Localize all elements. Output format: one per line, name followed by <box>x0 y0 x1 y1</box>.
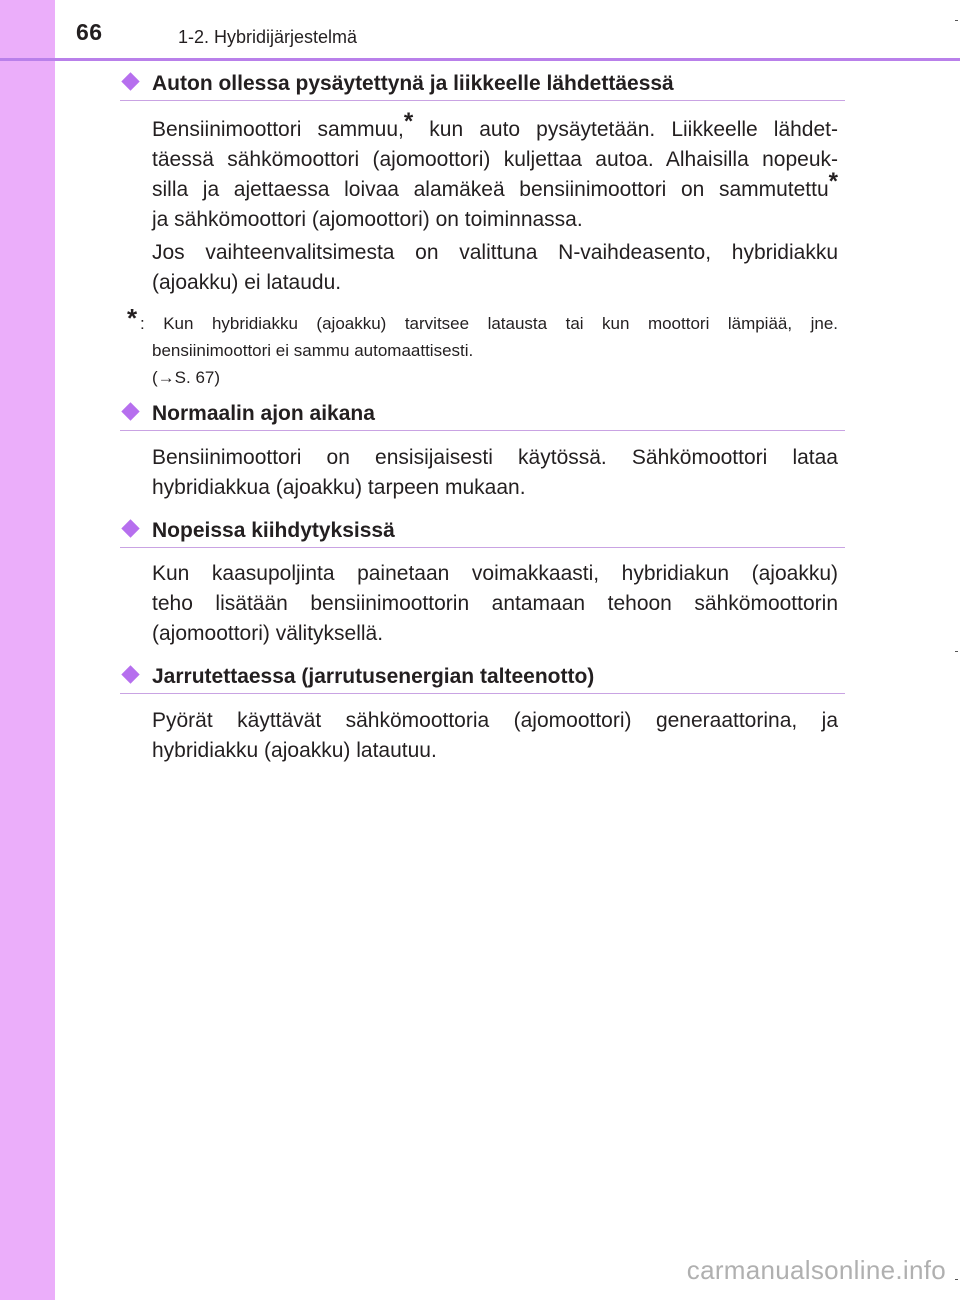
text-line: Bensiinimoottori on ensisijaisesti käytössä. Sähkömoottori lataa <box>152 446 838 469</box>
section-heading-braking <box>120 663 845 694</box>
text-line: silla ja ajettaessa loivaa alamäkeä bensiinimoottori on sammutettu* <box>152 168 838 201</box>
footnote-page-reference: (→S. 67) <box>152 368 221 387</box>
text-line: Jos vaihteenvalitsimesta on valittuna N-vaihdeasento, hybridiakku <box>152 241 838 264</box>
paragraph-braking <box>152 706 838 766</box>
text-line: Kun kaasupoljinta painetaan voimakkaasti, hybridiakun (ajoakku) <box>152 562 838 585</box>
section-heading-text: Jarrutettaessa (jarrutusenergian talteenotto) <box>152 665 595 688</box>
crop-mark <box>955 651 958 652</box>
footnote-marker: * <box>127 303 138 333</box>
text-line: Pyörät käyttävät sähkömoottoria (ajomoottori) generaattorina, ja <box>152 709 838 732</box>
paragraph-normal-driving <box>152 443 838 503</box>
text-line: hybridiakkua (ajoakku) tarpeen mukaan. <box>152 476 526 499</box>
text-line: (ajomoottori) välityksellä. <box>152 622 384 645</box>
text-line: (ajoakku) ei lataudu. <box>152 271 342 294</box>
asterisk-marker: * <box>403 108 414 135</box>
header-rule <box>0 58 960 61</box>
section-heading-text: Normaalin ajon aikana <box>152 402 375 425</box>
section-heading-text: Auton ollessa pysäytettynä ja liikkeelle lähdettäessä <box>152 72 674 95</box>
page-header <box>0 0 960 58</box>
chapter-sidebar-tab-top <box>0 0 55 58</box>
page-number: 66 <box>76 19 103 45</box>
crop-mark <box>955 20 958 21</box>
text-line: hybridiakku (ajoakku) latautuu. <box>152 739 437 762</box>
asterisk-marker: * <box>828 168 838 195</box>
paragraph-acceleration <box>152 559 838 649</box>
paragraph-neutral <box>152 238 838 298</box>
paragraph-stopped <box>152 108 838 235</box>
text-line: täessä sähkömoottori (ajomoottori) kuljettaa autoa. Alhaisilla nopeuk- <box>152 148 838 171</box>
text-line: Bensiinimoottori sammuu,* kun auto pysäytetään. Liikkeelle lähdet- <box>152 108 838 141</box>
diamond-bullet-icon <box>121 72 139 90</box>
footnote-line: bensiinimoottori ei sammu automaattisesti. <box>152 341 474 360</box>
diamond-bullet-icon <box>121 402 139 420</box>
section-heading-text: Nopeissa kiihdytyksissä <box>152 519 395 542</box>
section-heading-stopped <box>120 70 845 101</box>
chapter-sidebar-tab <box>0 0 55 1300</box>
text-line: ja sähkömoottori (ajomoottori) on toiminnassa. <box>152 208 583 231</box>
watermark: carmanualsonline.info <box>686 1255 946 1285</box>
footnote <box>140 310 838 391</box>
section-path: 1-2. Hybridijärjestelmä <box>178 27 358 47</box>
diamond-bullet-icon <box>121 519 139 537</box>
text-line: teho lisätään bensiinimoottorin antamaan tehoon sähkömoottorin <box>152 592 838 615</box>
section-heading-acceleration <box>120 517 845 548</box>
footnote-line: : Kun hybridiakku (ajoakku) tarvitsee latausta tai kun moottori lämpiää, jne. <box>140 314 838 333</box>
diamond-bullet-icon <box>121 665 139 683</box>
crop-mark <box>955 1279 958 1280</box>
section-heading-normal-driving <box>120 400 845 431</box>
